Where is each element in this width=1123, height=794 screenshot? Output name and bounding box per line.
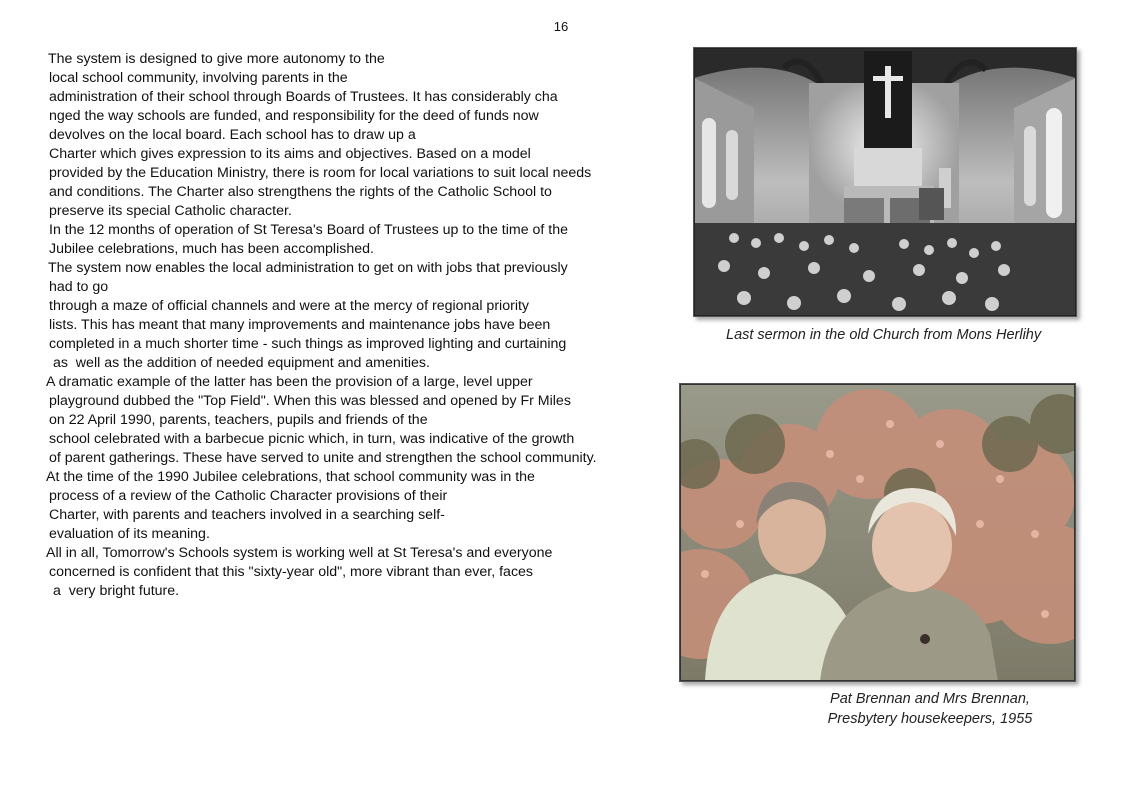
body-line: The system now enables the local administration to get on with jobs that previously [48, 260, 568, 276]
body-line: All in all, Tomorrow's Schools system is working well at St Teresa's and everyone [46, 545, 553, 561]
body-line: completed in a much shorter time - such things as improved lighting and curtaining [49, 336, 567, 352]
article-body [46, 50, 656, 601]
body-line: playground dubbed the "Top Field". When this was blessed and opened by Fr Miles [49, 393, 571, 409]
body-line: evaluation of its meaning. [49, 526, 210, 542]
body-line: In the 12 months of operation of St Teresa's Board of Trustees up to the time of the [49, 222, 569, 238]
body-line: devolves on the local board. Each school has to draw up a [49, 127, 416, 143]
body-line: preserve its special Catholic character. [49, 203, 292, 219]
body-line: of parent gatherings. These have served to unite and strengthen the school community. [49, 450, 597, 466]
brennan-photo-caption [810, 689, 1050, 729]
caption-line: Pat Brennan and Mrs Brennan, [830, 691, 1030, 707]
body-line: on 22 April 1990, parents, teachers, pupils and friends of the [49, 412, 428, 428]
body-line: Jubilee celebrations, much has been accomplished. [49, 241, 374, 257]
page-number: 16 [553, 19, 569, 34]
church-photo-caption: Last sermon in the old Church from Mons Herlihy [726, 327, 1042, 343]
body-line: provided by the Education Ministry, there is room for local variations to suit local needs [49, 165, 592, 181]
body-line: local school community, involving parents in the [49, 70, 348, 86]
body-line: school celebrated with a barbecue picnic which, in turn, was indicative of the growth [49, 431, 575, 447]
brennan-housekeepers-photo [679, 383, 1076, 682]
body-line: administration of their school through Boards of Trustees. It has considerably cha [49, 89, 558, 105]
body-line: The system is designed to give more autonomy to the [48, 51, 385, 67]
church-interior-photo [693, 47, 1077, 317]
body-line: process of a review of the Catholic Character provisions of their [49, 488, 448, 504]
body-line: A dramatic example of the latter has been the provision of a large, level upper [46, 374, 533, 390]
body-line: had to go [49, 279, 109, 295]
body-line: through a maze of official channels and were at the mercy of regional priority [49, 298, 530, 314]
body-line: lists. This has meant that many improvements and maintenance jobs have been [49, 317, 551, 333]
body-line: a very bright future. [49, 583, 180, 599]
body-line: and conditions. The Charter also strengthens the rights of the Catholic School to [49, 184, 552, 200]
body-line: concerned is confident that this "sixty-year old", more vibrant than ever, faces [49, 564, 534, 580]
caption-line: Presbytery housekeepers, 1955 [827, 711, 1033, 727]
body-line: Charter, with parents and teachers involved in a searching self- [49, 507, 445, 523]
body-line: nged the way schools are funded, and responsibility for the deed of funds now [49, 108, 539, 124]
body-line: At the time of the 1990 Jubilee celebrations, that school community was in the [46, 469, 535, 485]
body-line: as well as the addition of needed equipment and amenities. [49, 355, 430, 371]
body-line: Charter which gives expression to its aims and objectives. Based on a model [49, 146, 531, 162]
